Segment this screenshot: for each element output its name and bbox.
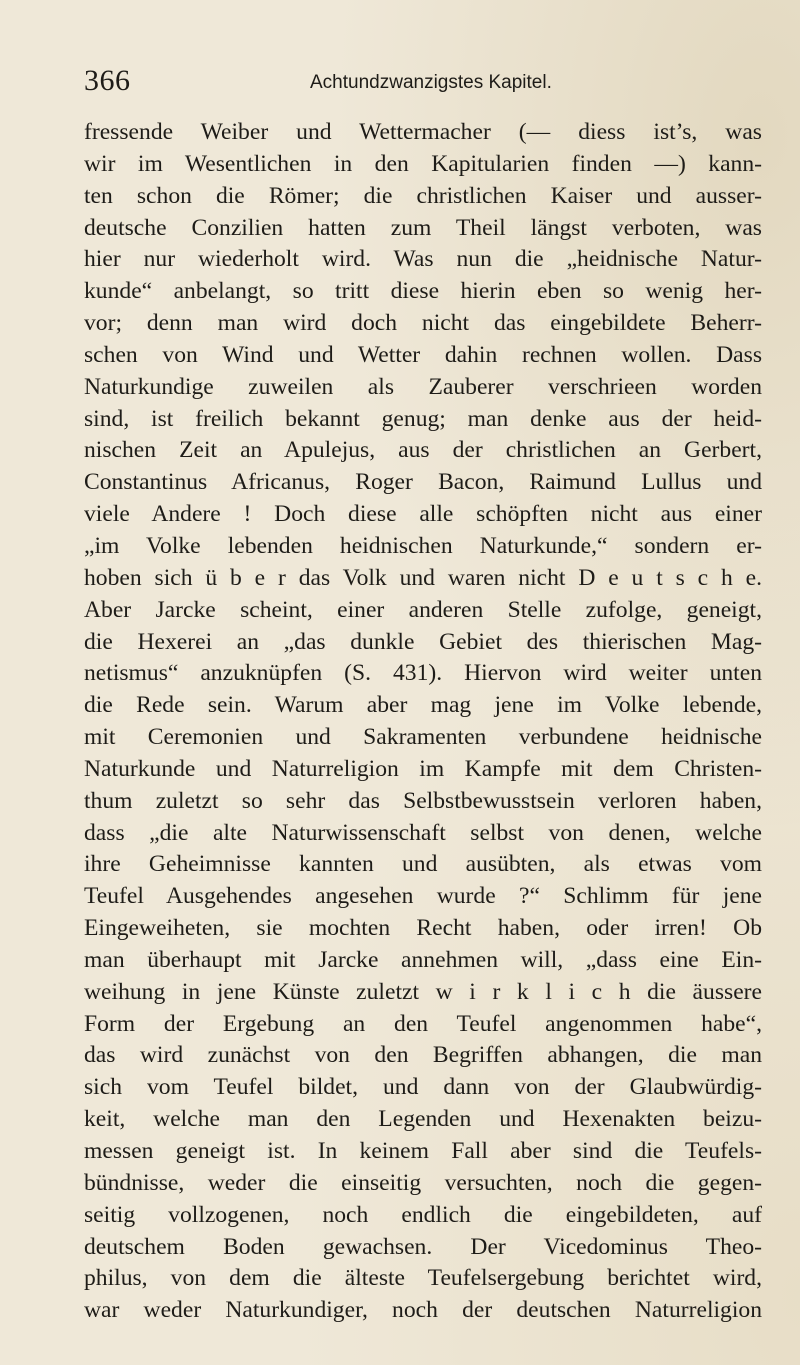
text-line: netismus“ anzuknüpfen (S. 431). Hiervon wird weiter unten [84, 660, 762, 687]
text-line: deutschem Boden gewachsen. Der Vicedominus Theo- [84, 1233, 762, 1260]
text-line: mit Ceremonien und Sakramenten verbundene heidnische [84, 724, 762, 751]
text-line: schen von Wind und Wetter dahin rechnen wollen. Dass [84, 341, 762, 368]
text-line: sich vom Teufel bildet, und dann von der Glaubwürdig- [84, 1074, 762, 1101]
text-line: hoben sich ü b e r das Volk und waren nicht D e u t s c h e. [84, 564, 762, 591]
body-text [84, 117, 762, 1327]
text-line: thum zuletzt so sehr das Selbstbewusstsein verloren haben, [84, 787, 762, 814]
text-line: Naturkunde und Naturreligion im Kampfe mit dem Christen- [84, 755, 762, 782]
text-line: philus, von dem die älteste Teufelsergebung berichtet wird, [84, 1265, 762, 1292]
text-line: nischen Zeit an Apulejus, aus der christlichen an Gerbert, [84, 437, 762, 464]
text-line: bündnisse, weder die einseitig versuchten, noch die gegen- [84, 1169, 762, 1196]
text-line: das wird zunächst von den Begriffen abhangen, die man [84, 1042, 762, 1069]
text-line: sind, ist freilich bekannt genug; man denke aus der heid- [84, 405, 762, 432]
page-number: 366 [84, 64, 131, 97]
text-line: messen geneigt ist. In keinem Fall aber sind die Teufels- [84, 1138, 762, 1164]
text-line: viele Andere ! Doch diese alle schöpften nicht aus einer [84, 501, 762, 528]
text-line: man überhaupt mit Jarcke annehmen will, „dass eine Ein- [84, 946, 762, 973]
text-line: keit, welche man den Legenden und Hexenakten beizu- [84, 1106, 762, 1133]
text-line: vor; denn man wird doch nicht das eingebildete Beherr- [84, 310, 762, 337]
text-line: war weder Naturkundiger, noch der deutschen Naturreligion [84, 1297, 762, 1324]
text-line: Naturkundige zuweilen als Zauberer verschrieen worden [84, 373, 762, 400]
text-line: Aber Jarcke scheint, einer anderen Stelle zufolge, geneigt, [84, 596, 762, 623]
text-line: die Rede sein. Warum aber mag jene im Volke lebende, [84, 692, 762, 719]
text-line: seitig vollzogenen, noch endlich die eingebildeten, auf [84, 1201, 762, 1228]
text-line: deutsche Conzilien hatten zum Theil längst verboten, was [84, 214, 762, 241]
text-line: kunde“ anbelangt, so tritt diese hierin eben so wenig her- [84, 278, 762, 305]
text-line: Constantinus Africanus, Roger Bacon, Raimund Lullus und [84, 469, 762, 496]
text-line: ihre Geheimnisse kannten und ausübten, als etwas vom [84, 851, 762, 878]
text-line: dass „die alte Naturwissenschaft selbst von denen, welche [84, 819, 762, 846]
page-header [84, 62, 764, 102]
text-line: „im Volke lebenden heidnischen Naturkunde,“ sondern er- [84, 532, 762, 559]
text-line: wir im Wesentlichen in den Kapitularien finden —) kann- [84, 150, 762, 177]
text-line: weihung in jene Künste zuletzt w i r k l i c h die äussere [84, 978, 762, 1005]
text-line: Eingeweiheten, sie mochten Recht haben, oder irren! Ob [84, 915, 762, 942]
text-line: die Hexerei an „das dunkle Gebiet des thierischen Mag- [84, 628, 762, 655]
text-line: Form der Ergebung an den Teufel angenommen habe“, [84, 1010, 762, 1037]
text-line: Teufel Ausgehendes angesehen wurde ?“ Schlimm für jene [84, 883, 762, 910]
text-line: fressende Weiber und Wettermacher (— diess ist’s, was [84, 119, 762, 145]
text-line: ten schon die Römer; die christlichen Kaiser und ausser- [84, 182, 762, 209]
text-line: hier nur wiederholt wird. Was nun die „heidnische Natur- [84, 246, 762, 273]
running-head: Achtundzwanzigstes Kapitel. [310, 72, 552, 93]
